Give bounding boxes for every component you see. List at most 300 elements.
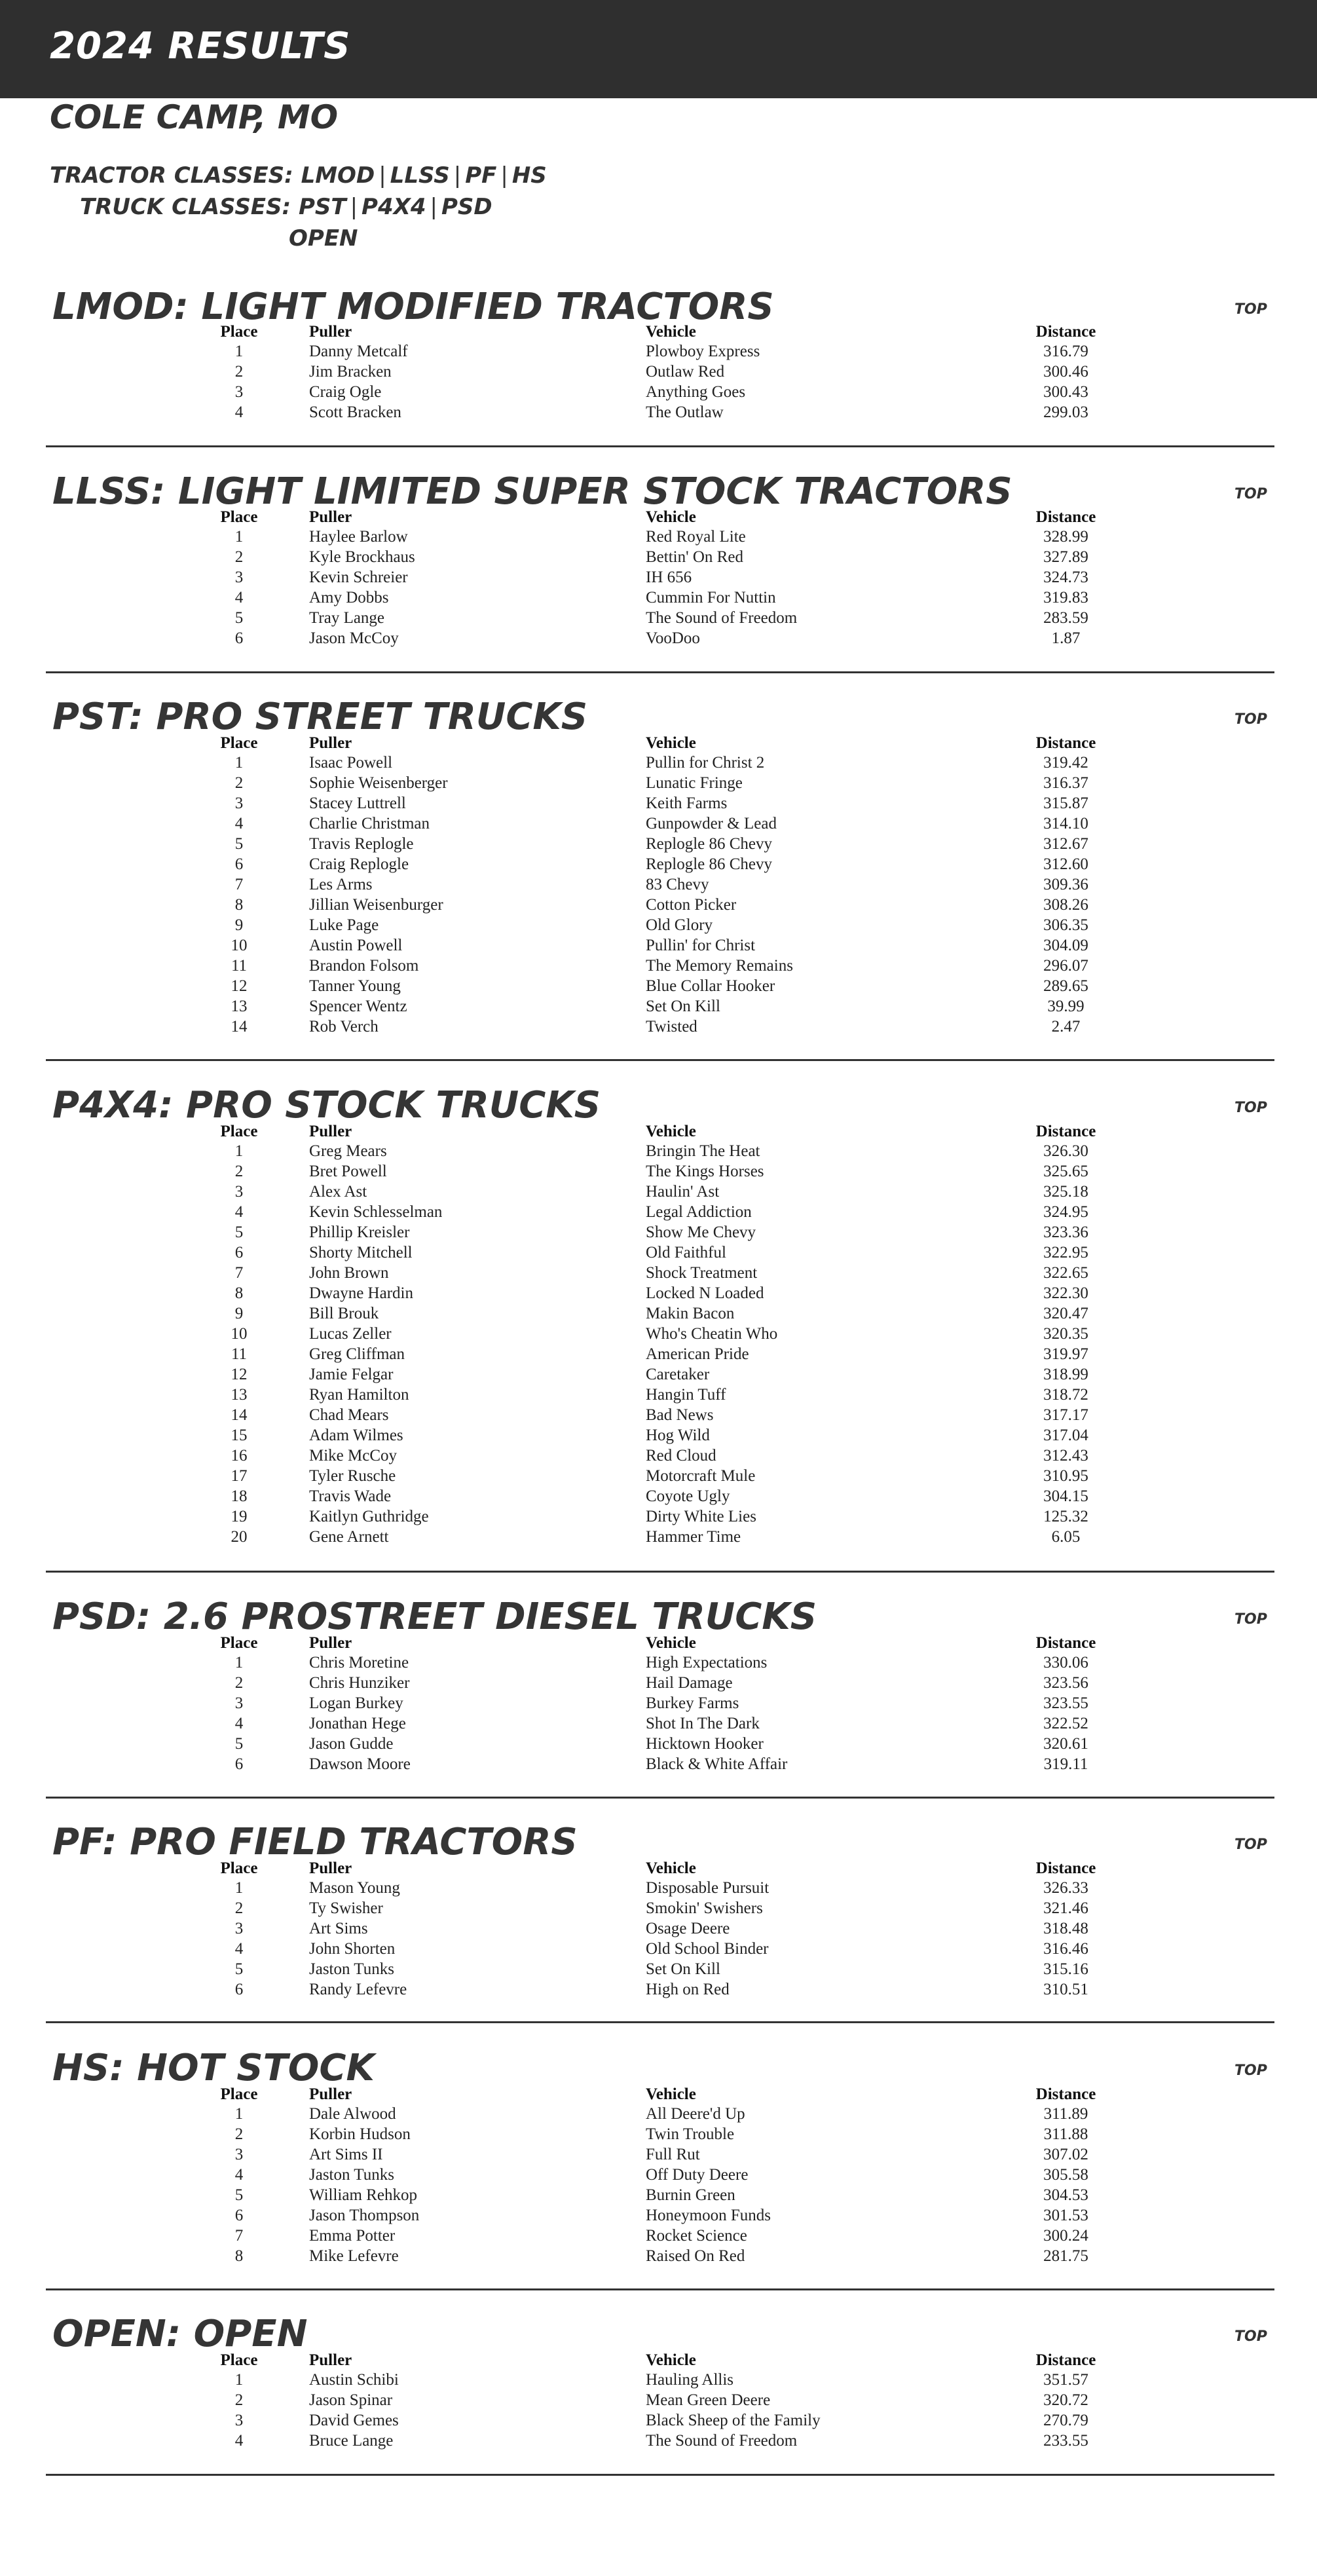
result-place-cell: 2 xyxy=(234,2391,244,2409)
result-puller-cell: Logan Burkey xyxy=(309,1694,403,1712)
result-place-cell: 9 xyxy=(234,1305,244,1322)
result-distance-cell: 325.65 xyxy=(1043,1163,1088,1180)
result-place-cell: 7 xyxy=(234,2227,244,2245)
result-vehicle-cell: The Memory Remains xyxy=(646,957,793,975)
result-puller-cell: Jason Thompson xyxy=(309,2207,420,2224)
result-place-cell: 9 xyxy=(234,916,244,934)
result-puller-cell: Bill Brouk xyxy=(309,1305,379,1322)
result-puller-cell: John Shorten xyxy=(309,1940,396,1958)
result-puller-cell: Dale Alwood xyxy=(309,2105,396,2123)
result-vehicle-cell: Smokin' Swishers xyxy=(646,1899,763,1917)
tractor-classes-line xyxy=(50,162,547,189)
result-distance-cell: 325.18 xyxy=(1043,1183,1088,1201)
result-vehicle-cell: All Deere'd Up xyxy=(646,2105,745,2123)
result-place-cell: 6 xyxy=(234,1755,244,1773)
result-place-cell: 12 xyxy=(231,977,248,995)
section-title: PSD: 2.6 PROSTREET DIESEL TRUCKS xyxy=(52,1596,817,1638)
result-puller-cell: Kevin Schreier xyxy=(309,569,408,586)
result-place-cell: 2 xyxy=(234,1163,244,1180)
result-vehicle-cell: Dirty White Lies xyxy=(646,1508,756,1525)
result-puller-cell: Randy Lefevre xyxy=(309,1981,407,1998)
result-vehicle-cell: Shock Treatment xyxy=(646,1264,758,1282)
result-place-cell: 5 xyxy=(234,1223,244,1241)
result-puller-cell: Tanner Young xyxy=(309,977,401,995)
result-vehicle-cell: Set On Kill xyxy=(646,998,720,1015)
result-puller-cell: Dawson Moore xyxy=(309,1755,411,1773)
result-place-cell: 1 xyxy=(234,1879,244,1897)
result-distance-cell: 319.42 xyxy=(1043,754,1088,772)
result-vehicle-cell: Who's Cheatin Who xyxy=(646,1325,778,1343)
result-distance-cell: 327.89 xyxy=(1043,548,1088,566)
result-distance-cell: 316.46 xyxy=(1043,1940,1088,1958)
result-puller-cell: Charlie Christman xyxy=(309,815,430,832)
result-puller-cell: Emma Potter xyxy=(309,2227,396,2245)
back-to-top-link[interactable]: TOP xyxy=(1234,2063,1267,2079)
result-distance-cell: 312.60 xyxy=(1043,855,1088,873)
section-title: OPEN: OPEN xyxy=(52,2313,308,2355)
result-vehicle-cell: Shot In The Dark xyxy=(646,1715,760,1732)
result-vehicle-cell: Replogle 86 Chevy xyxy=(646,835,773,853)
result-puller-cell: Kevin Schlesselman xyxy=(309,1203,443,1221)
class-separator: | xyxy=(453,162,462,189)
result-place-cell: 16 xyxy=(231,1447,248,1465)
result-vehicle-cell: Haulin' Ast xyxy=(646,1183,720,1201)
column-header-place: Place xyxy=(220,1123,258,1140)
result-puller-cell: Les Arms xyxy=(309,876,373,893)
column-header-puller: Puller xyxy=(309,2085,352,2103)
result-vehicle-cell: Set On Kill xyxy=(646,1960,720,1978)
result-puller-cell: Jim Bracken xyxy=(309,363,392,381)
column-header-distance: Distance xyxy=(1035,2085,1096,2103)
class-link-hs[interactable]: HS xyxy=(511,162,547,189)
result-vehicle-cell: Hauling Allis xyxy=(646,2371,734,2389)
result-vehicle-cell: Burnin Green xyxy=(646,2186,735,2204)
result-puller-cell: Greg Mears xyxy=(309,1142,387,1160)
section-divider xyxy=(46,1059,1274,1061)
result-vehicle-cell: The Sound of Freedom xyxy=(646,609,798,627)
result-place-cell: 17 xyxy=(231,1467,248,1485)
result-vehicle-cell: Raised On Red xyxy=(646,2247,745,2265)
result-place-cell: 14 xyxy=(231,1018,248,1036)
result-distance-cell: 6.05 xyxy=(1051,1528,1081,1546)
result-distance-cell: 317.04 xyxy=(1043,1427,1088,1444)
column-header-distance: Distance xyxy=(1035,734,1096,752)
column-header-distance: Distance xyxy=(1035,1859,1096,1877)
result-puller-cell: John Brown xyxy=(309,1264,389,1282)
result-vehicle-cell: Makin Bacon xyxy=(646,1305,735,1322)
result-distance-cell: 300.46 xyxy=(1043,363,1088,381)
result-puller-cell: Amy Dobbs xyxy=(309,589,389,607)
result-place-cell: 2 xyxy=(234,548,244,566)
result-vehicle-cell: Keith Farms xyxy=(646,794,728,812)
result-puller-cell: Scott Bracken xyxy=(309,403,401,421)
truck-classes-label: TRUCK CLASSES: xyxy=(80,194,291,220)
result-distance-cell: 320.61 xyxy=(1043,1735,1088,1753)
result-vehicle-cell: Black & White Affair xyxy=(646,1755,788,1773)
result-distance-cell: 315.87 xyxy=(1043,794,1088,812)
result-vehicle-cell: Twisted xyxy=(646,1018,697,1036)
result-puller-cell: Chad Mears xyxy=(309,1406,389,1424)
result-place-cell: 4 xyxy=(234,1715,244,1732)
result-distance-cell: 322.65 xyxy=(1043,1264,1088,1282)
class-link-open[interactable]: OPEN xyxy=(289,225,358,252)
result-distance-cell: 311.88 xyxy=(1043,2125,1088,2143)
back-to-top-link[interactable]: TOP xyxy=(1234,1611,1267,1628)
result-puller-cell: Art Sims xyxy=(309,1920,368,1937)
result-vehicle-cell: Old School Binder xyxy=(646,1940,769,1958)
result-vehicle-cell: Caretaker xyxy=(646,1366,710,1383)
result-distance-cell: 317.17 xyxy=(1043,1406,1088,1424)
result-place-cell: 11 xyxy=(231,1345,248,1363)
back-to-top-link[interactable]: TOP xyxy=(1234,711,1267,728)
result-place-cell: 4 xyxy=(234,815,244,832)
result-distance-cell: 308.26 xyxy=(1043,896,1088,914)
result-distance-cell: 316.79 xyxy=(1043,343,1088,360)
result-distance-cell: 296.07 xyxy=(1043,957,1088,975)
result-place-cell: 8 xyxy=(234,896,244,914)
column-header-vehicle: Vehicle xyxy=(646,508,696,526)
section-divider xyxy=(46,671,1274,673)
result-distance-cell: 304.53 xyxy=(1043,2186,1088,2204)
result-place-cell: 4 xyxy=(234,1940,244,1958)
result-vehicle-cell: Mean Green Deere xyxy=(646,2391,771,2409)
column-header-vehicle: Vehicle xyxy=(646,1859,696,1877)
result-vehicle-cell: IH 656 xyxy=(646,569,692,586)
result-puller-cell: Jonathan Hege xyxy=(309,1715,406,1732)
result-vehicle-cell: Old Glory xyxy=(646,916,713,934)
class-link-lmod[interactable]: LMOD xyxy=(301,162,375,189)
result-distance-cell: 270.79 xyxy=(1043,2412,1088,2429)
result-vehicle-cell: Plowboy Express xyxy=(646,343,760,360)
class-link-p4x4[interactable]: P4X4 xyxy=(362,194,426,220)
result-puller-cell: Tray Lange xyxy=(309,609,385,627)
result-distance-cell: 305.58 xyxy=(1043,2166,1088,2184)
result-vehicle-cell: The Kings Horses xyxy=(646,1163,764,1180)
result-place-cell: 1 xyxy=(234,2105,244,2123)
section-title: PST: PRO STREET TRUCKS xyxy=(52,696,588,738)
section-title: HS: HOT STOCK xyxy=(52,2047,375,2089)
result-puller-cell: Jaston Tunks xyxy=(309,2166,394,2184)
result-vehicle-cell: High on Red xyxy=(646,1981,730,1998)
tractor-classes-label: TRACTOR CLASSES: xyxy=(50,162,293,189)
result-place-cell: 8 xyxy=(234,1284,244,1302)
result-distance-cell: 299.03 xyxy=(1043,403,1088,421)
result-puller-cell: Lucas Zeller xyxy=(309,1325,392,1343)
result-vehicle-cell: Honeymoon Funds xyxy=(646,2207,771,2224)
column-header-vehicle: Vehicle xyxy=(646,2351,696,2369)
column-header-place: Place xyxy=(220,1859,258,1877)
page-title: 2024 RESULTS xyxy=(50,25,351,67)
result-distance-cell: 312.43 xyxy=(1043,1447,1088,1465)
result-puller-cell: Brandon Folsom xyxy=(309,957,419,975)
back-to-top-link[interactable]: TOP xyxy=(1234,486,1267,502)
result-puller-cell: Alex Ast xyxy=(309,1183,367,1201)
result-distance-cell: 300.43 xyxy=(1043,383,1088,401)
result-distance-cell: 324.95 xyxy=(1043,1203,1088,1221)
result-distance-cell: 320.47 xyxy=(1043,1305,1088,1322)
result-place-cell: 1 xyxy=(234,2371,244,2389)
result-place-cell: 3 xyxy=(234,1694,244,1712)
result-vehicle-cell: Pullin' for Christ xyxy=(646,937,756,954)
class-link-llss[interactable]: LLSS xyxy=(390,162,450,189)
column-header-vehicle: Vehicle xyxy=(646,2085,696,2103)
result-place-cell: 15 xyxy=(231,1427,248,1444)
result-place-cell: 3 xyxy=(234,2146,244,2163)
result-puller-cell: Mike Lefevre xyxy=(309,2247,399,2265)
results-header-bar xyxy=(0,0,1317,98)
result-vehicle-cell: Blue Collar Hooker xyxy=(646,977,775,995)
result-distance-cell: 306.35 xyxy=(1043,916,1088,934)
result-distance-cell: 318.72 xyxy=(1043,1386,1088,1404)
result-place-cell: 2 xyxy=(234,1899,244,1917)
result-vehicle-cell: Off Duty Deere xyxy=(646,2166,749,2184)
result-distance-cell: 309.36 xyxy=(1043,876,1088,893)
result-place-cell: 14 xyxy=(231,1406,248,1424)
result-distance-cell: 39.99 xyxy=(1047,998,1085,1015)
column-header-distance: Distance xyxy=(1035,508,1096,526)
result-distance-cell: 330.06 xyxy=(1043,1654,1088,1671)
result-puller-cell: Dwayne Hardin xyxy=(309,1284,413,1302)
result-distance-cell: 301.53 xyxy=(1043,2207,1088,2224)
venue-title: COLE CAMP, MO xyxy=(50,98,339,136)
result-distance-cell: 310.51 xyxy=(1043,1981,1088,1998)
section-title: PF: PRO FIELD TRACTORS xyxy=(52,1821,578,1863)
back-to-top-link[interactable]: TOP xyxy=(1234,1837,1267,1853)
result-vehicle-cell: 83 Chevy xyxy=(646,876,709,893)
result-puller-cell: David Gemes xyxy=(309,2412,399,2429)
column-header-puller: Puller xyxy=(309,1634,352,1652)
section-divider xyxy=(46,445,1274,447)
result-puller-cell: Bruce Lange xyxy=(309,2432,394,2450)
result-distance-cell: 326.30 xyxy=(1043,1142,1088,1160)
result-distance-cell: 351.57 xyxy=(1043,2371,1088,2389)
column-header-puller: Puller xyxy=(309,508,352,526)
result-puller-cell: Gene Arnett xyxy=(309,1528,389,1546)
result-vehicle-cell: Gunpowder & Lead xyxy=(646,815,777,832)
result-puller-cell: Phillip Kreisler xyxy=(309,1223,410,1241)
result-place-cell: 13 xyxy=(231,998,248,1015)
column-header-place: Place xyxy=(220,734,258,752)
column-header-puller: Puller xyxy=(309,1859,352,1877)
column-header-distance: Distance xyxy=(1035,2351,1096,2369)
result-distance-cell: 323.56 xyxy=(1043,1674,1088,1692)
class-link-pst[interactable]: PST xyxy=(298,194,346,220)
result-vehicle-cell: Motorcraft Mule xyxy=(646,1467,756,1485)
result-place-cell: 18 xyxy=(231,1487,248,1505)
result-distance-cell: 281.75 xyxy=(1043,2247,1088,2265)
back-to-top-link[interactable]: TOP xyxy=(1234,2328,1267,2345)
column-header-vehicle: Vehicle xyxy=(646,1634,696,1652)
result-vehicle-cell: Hog Wild xyxy=(646,1427,710,1444)
result-distance-cell: 310.95 xyxy=(1043,1467,1088,1485)
result-place-cell: 6 xyxy=(234,629,244,647)
result-puller-cell: Danny Metcalf xyxy=(309,343,408,360)
result-place-cell: 3 xyxy=(234,2412,244,2429)
result-distance-cell: 318.48 xyxy=(1043,1920,1088,1937)
result-place-cell: 6 xyxy=(234,1981,244,1998)
result-place-cell: 5 xyxy=(234,835,244,853)
result-place-cell: 12 xyxy=(231,1366,248,1383)
result-place-cell: 2 xyxy=(234,1674,244,1692)
result-place-cell: 5 xyxy=(234,1735,244,1753)
column-header-puller: Puller xyxy=(309,734,352,752)
result-place-cell: 4 xyxy=(234,1203,244,1221)
result-distance-cell: 311.89 xyxy=(1043,2105,1088,2123)
result-place-cell: 7 xyxy=(234,1264,244,1282)
result-place-cell: 8 xyxy=(234,2247,244,2265)
result-place-cell: 2 xyxy=(234,774,244,792)
result-place-cell: 4 xyxy=(234,403,244,421)
class-link-psd[interactable]: PSD xyxy=(441,194,492,220)
result-distance-cell: 328.99 xyxy=(1043,528,1088,546)
result-vehicle-cell: Twin Trouble xyxy=(646,2125,735,2143)
result-puller-cell: Jamie Felgar xyxy=(309,1366,394,1383)
result-place-cell: 4 xyxy=(234,589,244,607)
result-puller-cell: Jason McCoy xyxy=(309,629,399,647)
result-puller-cell: Kyle Brockhaus xyxy=(309,548,415,566)
result-puller-cell: Korbin Hudson xyxy=(309,2125,411,2143)
result-puller-cell: Austin Schibi xyxy=(309,2371,399,2389)
result-distance-cell: 319.11 xyxy=(1043,1755,1088,1773)
result-vehicle-cell: Bringin The Heat xyxy=(646,1142,760,1160)
column-header-place: Place xyxy=(220,508,258,526)
result-puller-cell: Kaitlyn Guthridge xyxy=(309,1508,429,1525)
result-vehicle-cell: Bad News xyxy=(646,1406,714,1424)
result-distance-cell: 304.15 xyxy=(1043,1487,1088,1505)
class-separator: | xyxy=(350,194,358,220)
result-distance-cell: 316.37 xyxy=(1043,774,1088,792)
result-place-cell: 1 xyxy=(234,754,244,772)
column-header-vehicle: Vehicle xyxy=(646,323,696,341)
result-puller-cell: Isaac Powell xyxy=(309,754,393,772)
column-header-distance: Distance xyxy=(1035,1123,1096,1140)
result-puller-cell: Jason Spinar xyxy=(309,2391,393,2409)
result-place-cell: 3 xyxy=(234,1920,244,1937)
result-puller-cell: Art Sims II xyxy=(309,2146,383,2163)
class-separator: | xyxy=(430,194,437,220)
result-distance-cell: 2.47 xyxy=(1051,1018,1081,1036)
class-separator: | xyxy=(379,162,386,189)
result-puller-cell: Jaston Tunks xyxy=(309,1960,394,1978)
back-to-top-link[interactable]: TOP xyxy=(1234,301,1267,318)
result-vehicle-cell: Pullin for Christ 2 xyxy=(646,754,765,772)
result-vehicle-cell: Burkey Farms xyxy=(646,1694,739,1712)
result-vehicle-cell: The Outlaw xyxy=(646,403,724,421)
result-vehicle-cell: Lunatic Fringe xyxy=(646,774,743,792)
result-place-cell: 5 xyxy=(234,609,244,627)
result-distance-cell: 283.59 xyxy=(1043,609,1088,627)
result-puller-cell: Travis Replogle xyxy=(309,835,414,853)
result-vehicle-cell: Locked N Loaded xyxy=(646,1284,764,1302)
result-distance-cell: 320.72 xyxy=(1043,2391,1088,2409)
result-distance-cell: 312.67 xyxy=(1043,835,1088,853)
result-puller-cell: Stacey Luttrell xyxy=(309,794,406,812)
result-distance-cell: 300.24 xyxy=(1043,2227,1088,2245)
result-vehicle-cell: Anything Goes xyxy=(646,383,746,401)
result-place-cell: 13 xyxy=(231,1386,248,1404)
result-distance-cell: 324.73 xyxy=(1043,569,1088,586)
result-vehicle-cell: Disposable Pursuit xyxy=(646,1879,770,1897)
result-place-cell: 3 xyxy=(234,1183,244,1201)
result-place-cell: 2 xyxy=(234,2125,244,2143)
column-header-distance: Distance xyxy=(1035,1634,1096,1652)
result-puller-cell: Austin Powell xyxy=(309,937,403,954)
section-divider xyxy=(46,1571,1274,1573)
result-distance-cell: 323.55 xyxy=(1043,1694,1088,1712)
result-puller-cell: Jason Gudde xyxy=(309,1735,394,1753)
result-vehicle-cell: VooDoo xyxy=(646,629,700,647)
column-header-puller: Puller xyxy=(309,2351,352,2369)
section-title: LLSS: LIGHT LIMITED SUPER STOCK TRACTORS xyxy=(52,470,1012,513)
result-distance-cell: 319.83 xyxy=(1043,589,1088,607)
result-distance-cell: 315.16 xyxy=(1043,1960,1088,1978)
result-puller-cell: Travis Wade xyxy=(309,1487,392,1505)
result-vehicle-cell: High Expectations xyxy=(646,1654,768,1671)
result-distance-cell: 319.97 xyxy=(1043,1345,1088,1363)
class-link-pf[interactable]: PF xyxy=(465,162,497,189)
result-place-cell: 6 xyxy=(234,2207,244,2224)
column-header-puller: Puller xyxy=(309,1123,352,1140)
section-title: P4X4: PRO STOCK TRUCKS xyxy=(52,1084,601,1127)
result-puller-cell: Rob Verch xyxy=(309,1018,379,1036)
result-distance-cell: 322.52 xyxy=(1043,1715,1088,1732)
result-puller-cell: Mike McCoy xyxy=(309,1447,398,1465)
result-place-cell: 3 xyxy=(234,569,244,586)
result-vehicle-cell: Red Royal Lite xyxy=(646,528,746,546)
result-puller-cell: Jillian Weisenburger xyxy=(309,896,443,914)
column-header-place: Place xyxy=(220,1634,258,1652)
result-place-cell: 7 xyxy=(234,876,244,893)
section-divider xyxy=(46,2288,1274,2290)
result-distance-cell: 322.95 xyxy=(1043,1244,1088,1261)
result-place-cell: 5 xyxy=(234,2186,244,2204)
result-vehicle-cell: American Pride xyxy=(646,1345,749,1363)
result-puller-cell: Craig Replogle xyxy=(309,855,409,873)
result-vehicle-cell: Replogle 86 Chevy xyxy=(646,855,773,873)
class-separator: | xyxy=(500,162,508,189)
result-place-cell: 20 xyxy=(231,1528,248,1546)
column-header-place: Place xyxy=(220,2085,258,2103)
result-place-cell: 3 xyxy=(234,794,244,812)
result-vehicle-cell: Old Faithful xyxy=(646,1244,726,1261)
result-place-cell: 6 xyxy=(234,1244,244,1261)
result-vehicle-cell: Outlaw Red xyxy=(646,363,725,381)
result-vehicle-cell: Bettin' On Red xyxy=(646,548,743,566)
section-divider xyxy=(46,2021,1274,2023)
result-puller-cell: Luke Page xyxy=(309,916,379,934)
result-vehicle-cell: The Sound of Freedom xyxy=(646,2432,798,2450)
result-puller-cell: Adam Wilmes xyxy=(309,1427,403,1444)
result-place-cell: 4 xyxy=(234,2166,244,2184)
result-puller-cell: Craig Ogle xyxy=(309,383,382,401)
result-distance-cell: 125.32 xyxy=(1043,1508,1088,1525)
column-header-place: Place xyxy=(220,2351,258,2369)
back-to-top-link[interactable]: TOP xyxy=(1234,1100,1267,1116)
section-divider xyxy=(46,1797,1274,1799)
result-puller-cell: Sophie Weisenberger xyxy=(309,774,448,792)
result-place-cell: 2 xyxy=(234,363,244,381)
result-vehicle-cell: Hail Damage xyxy=(646,1674,733,1692)
column-header-vehicle: Vehicle xyxy=(646,734,696,752)
result-distance-cell: 1.87 xyxy=(1051,629,1081,647)
result-distance-cell: 307.02 xyxy=(1043,2146,1088,2163)
result-puller-cell: Shorty Mitchell xyxy=(309,1244,413,1261)
result-vehicle-cell: Full Rut xyxy=(646,2146,700,2163)
column-header-vehicle: Vehicle xyxy=(646,1123,696,1140)
result-distance-cell: 323.36 xyxy=(1043,1223,1088,1241)
result-puller-cell: William Rehkop xyxy=(309,2186,417,2204)
column-header-puller: Puller xyxy=(309,323,352,341)
